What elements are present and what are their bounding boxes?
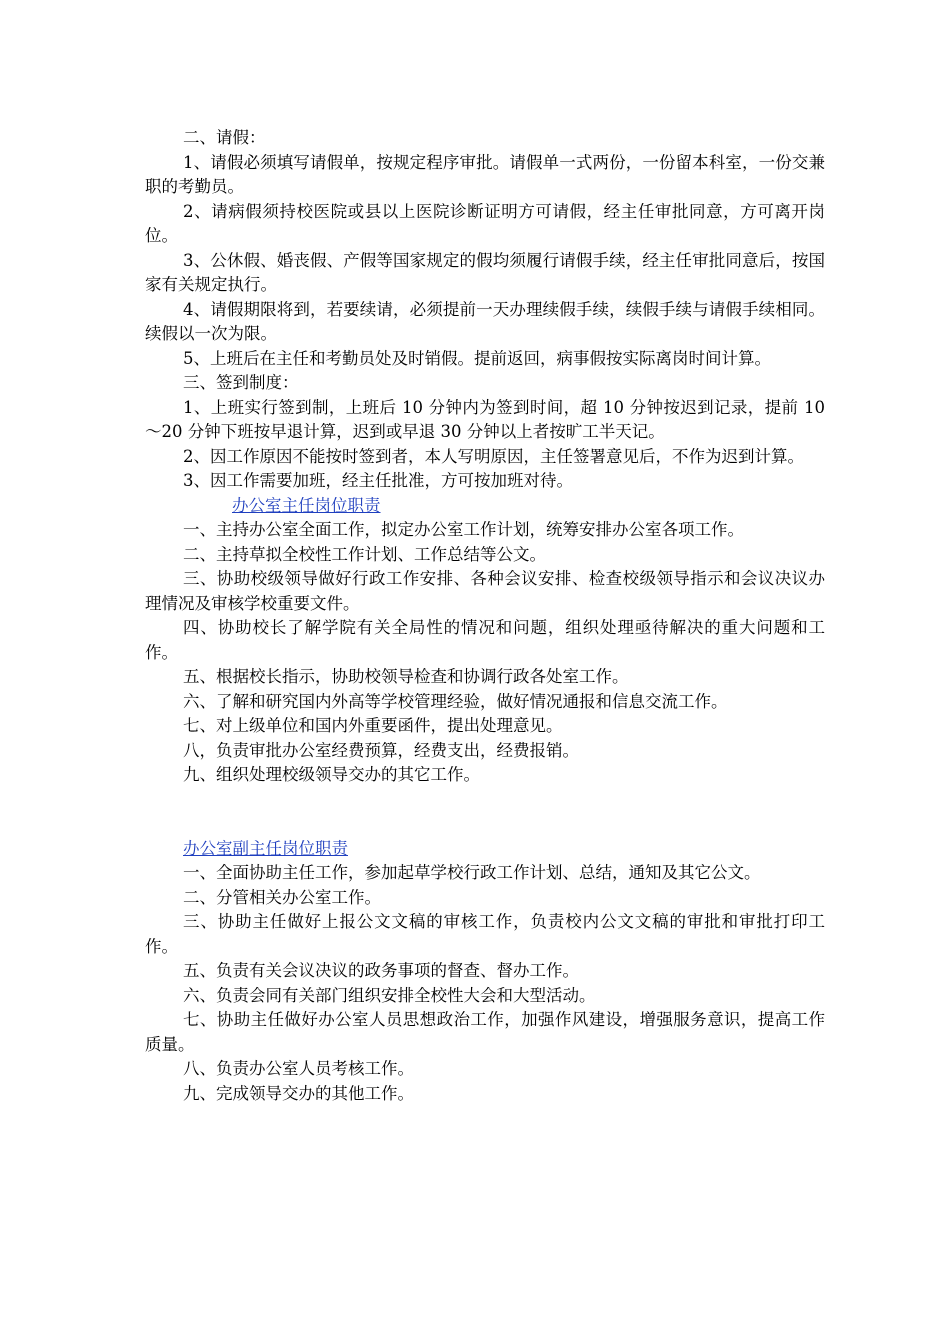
director-item: 九、组织处理校级领导交办的其它工作。 [183,765,480,784]
director-item: 三、协助校级领导做好行政工作安排、各种会议安排、检查校级领导指示和会议决议办理情况及审核学校重要文件。 [145,569,825,613]
signin-item: 3、因工作需要加班，经主任批准，方可按加班对待。 [183,471,573,490]
document-body [145,126,825,1106]
section-spacer [145,788,825,837]
deputy-item: 九、完成领导交办的其他工作。 [183,1083,414,1103]
deputy-item: 六、负责会同有关部门组织安排全校性大会和大型活动。 [183,985,596,1005]
leave-item: 3、公休假、婚丧假、产假等国家规定的假均须履行请假手续，经主任审批同意后，按国家有关规定执行。 [145,250,825,294]
leave-item: 1、请假必须填写请假单，按规定程序审批。请假单一式两份，一份留本科室，一份交兼职的考勤员。 [145,152,825,196]
leave-item: 4、请假期限将到，若要续请，必须提前一天办理续假手续，续假手续与请假手续相同。续假以一次为限。 [145,299,825,343]
leave-item: 5、上班后在主任和考勤员处及时销假。提前返回，病事假按实际离岗时间计算。 [183,348,771,368]
director-item: 七、对上级单位和国内外重要函件，提出处理意见。 [183,716,563,735]
deputy-item: 五、负责有关会议决议的政务事项的督查、督办工作。 [183,961,579,980]
director-heading-row [145,494,825,519]
deputy-item: 一、全面协助主任工作，参加起草学校行政工作计划、总结，通知及其它公文。 [183,863,761,882]
leave-item: 2、请病假须持校医院或县以上医院诊断证明方可请假，经主任审批同意，方可离开岗位。 [145,201,825,245]
director-item: 四、协助校长了解学院有关全局性的情况和问题，组织处理亟待解决的重大问题和工作。 [145,618,825,662]
section-title-signin: 三、签到制度： [183,373,299,392]
signin-item: 2、因工作原因不能按时签到者，本人写明原因，主任签署意见后，不作为迟到计算。 [183,446,804,466]
deputy-item: 七、协助主任做好办公室人员思想政治工作，加强作风建设，增强服务意识，提高工作质量。 [145,1010,825,1054]
director-item: 一、主持办公室全面工作，拟定办公室工作计划，统筹安排办公室各项工作。 [183,520,744,539]
director-duties-link[interactable]: 办公室主任岗位职责 [232,495,381,515]
deputy-item: 二、分管相关办公室工作。 [183,887,381,907]
director-item: 五、根据校长指示，协助校领导检查和协调行政各处室工作。 [183,667,629,686]
deputy-director-duties-link[interactable]: 办公室副主任岗位职责 [183,838,348,858]
director-item: 二、主持草拟全校性工作计划、工作总结等公文。 [183,544,546,564]
deputy-item: 三、协助主任做好上报公文文稿的审核工作，负责校内公文文稿的审批和审批打印工作。 [145,912,825,956]
deputy-item: 八、负责办公室人员考核工作。 [183,1059,414,1078]
director-item: 六、了解和研究国内外高等学校管理经验，做好情况通报和信息交流工作。 [183,691,728,711]
section-title-leave: 二、请假： [183,128,266,147]
signin-item: 1、上班实行签到制，上班后 10 分钟内为签到时间，超 10 分钟按迟到记录，提前 10～20 分钟下班按早退计算，迟到或早退 30 分钟以上者按旷工半天记。 [145,397,825,441]
deputy-heading-row [145,837,825,862]
director-item: 八，负责审批办公室经费预算，经费支出，经费报销。 [183,740,579,760]
